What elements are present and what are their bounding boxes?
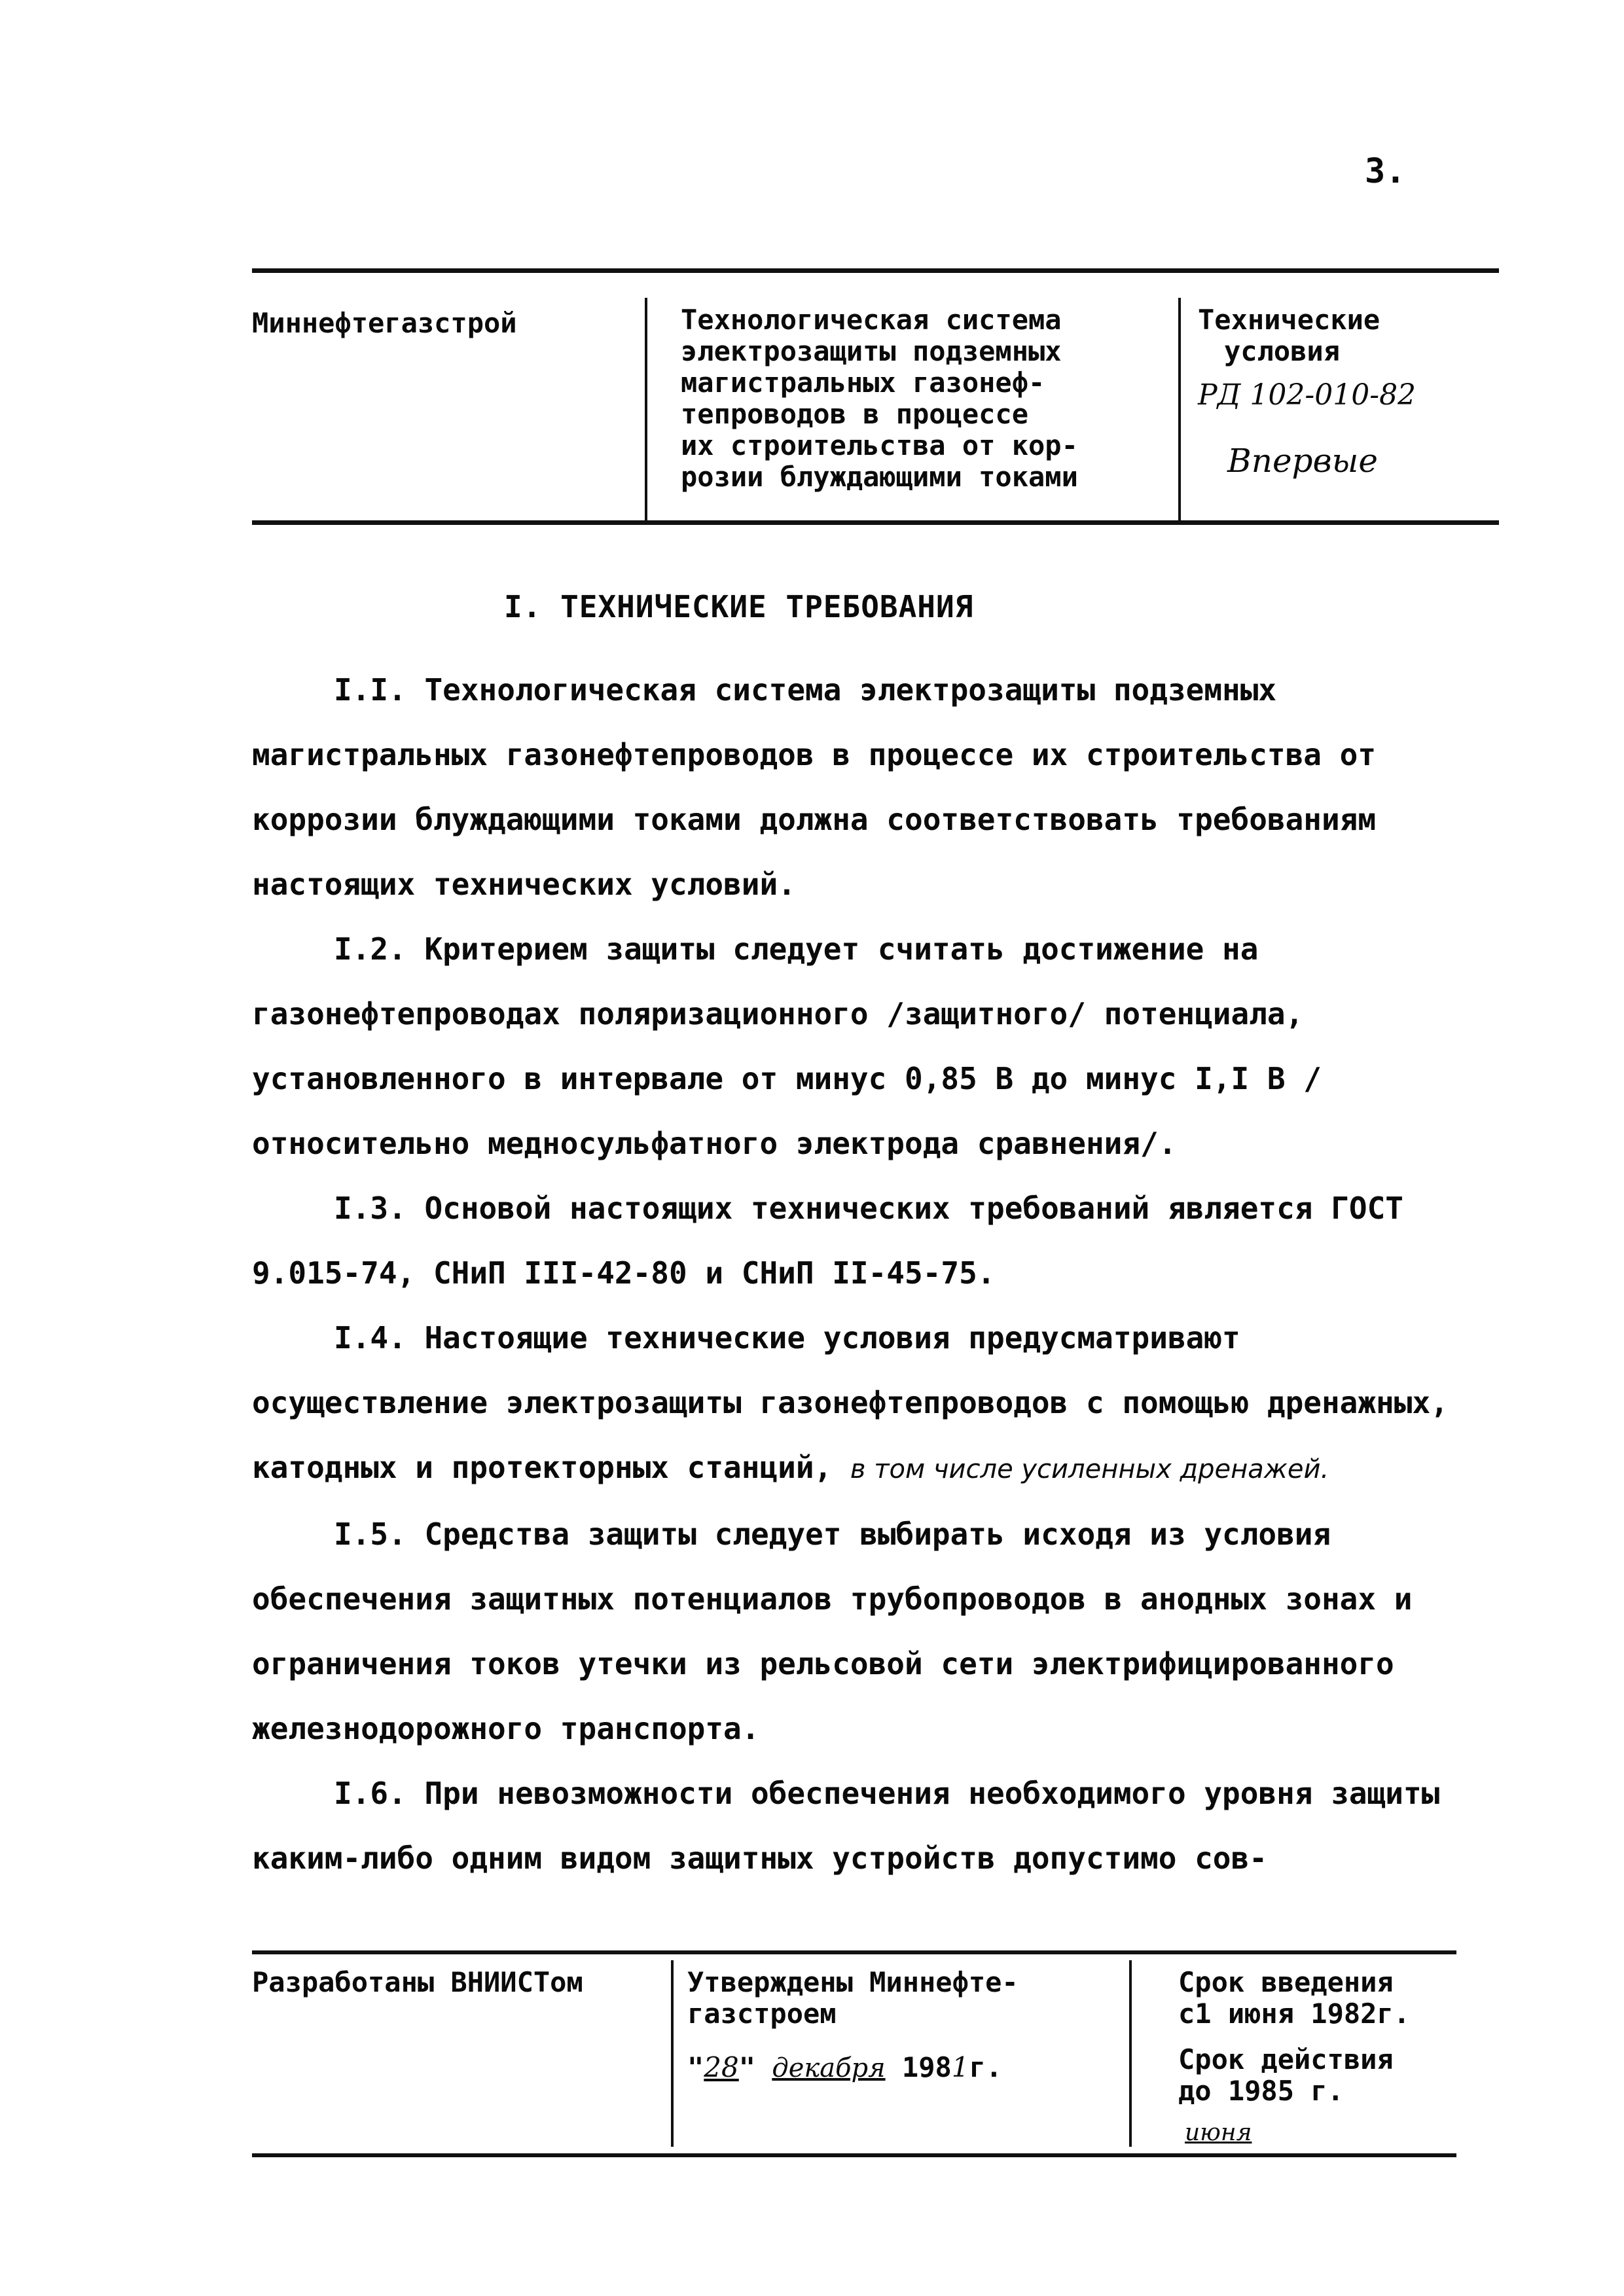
header-top-rule bbox=[252, 268, 1499, 273]
header-ministry: Миннефтегазстрой bbox=[252, 307, 517, 339]
paragraph-1-3: I.3. Основой настоящих технических требований является ГОСТ 9.015-74, СНиП III-42-80 и СНиП II-45-75. bbox=[252, 1191, 1403, 1291]
header-title-line: магистральных газонеф- bbox=[681, 367, 1045, 399]
approved-year-prefix: 198 bbox=[901, 2051, 952, 2083]
section-body bbox=[252, 658, 1483, 1891]
section-title: I. ТЕХНИЧЕСКИЕ ТРЕБОВАНИЯ bbox=[504, 589, 974, 624]
paragraph-1-6: I.6. При невозможности обеспечения необходимого уровня защиты каким-либо одним видом защитных устройств допустимо сов- bbox=[252, 1776, 1440, 1876]
header-doc-type bbox=[1198, 304, 1380, 367]
paragraph-1-4-typed: I.4. Настоящие технические условия предусматривают осуществление электрозащиты газонефтепроводов с помощью дренажных, катодных и протекторных станций, bbox=[252, 1320, 1449, 1485]
valid-handwritten: июня bbox=[1185, 2119, 1252, 2146]
approved-day-handwritten: 28 bbox=[704, 2051, 739, 2083]
header-bottom-rule bbox=[252, 520, 1499, 525]
approved-year-digit-handwritten: 1 bbox=[951, 2051, 969, 2083]
first-time-handwritten: Впервые bbox=[1227, 442, 1378, 480]
header-divider-2 bbox=[1178, 298, 1181, 520]
approved-date-quote: " bbox=[738, 2051, 756, 2083]
header-title-line: электрозащиты подземных bbox=[681, 335, 1062, 367]
header-title-line: Технологическая система bbox=[681, 304, 1062, 336]
doc-type-line: Технические bbox=[1198, 304, 1380, 336]
paragraph-1-2: I.2. Критерием защиты следует считать достижение на газонефтепроводах поляризационного /защитного/ потенциала, установленного в интервале от минус 0,85 В до минус I,I В /относительно медносульфатного электрода сравнения/. bbox=[252, 931, 1322, 1161]
footer-bottom-rule bbox=[252, 2153, 1456, 2157]
footer-intro bbox=[1178, 1967, 1410, 2107]
paragraph-1-4-handwritten: в том числе усиленных дренажей. bbox=[850, 1454, 1329, 1484]
approved-year-suffix: г. bbox=[969, 2051, 1003, 2083]
doc-type-line: условия bbox=[1224, 335, 1341, 367]
approved-date-quote: " bbox=[687, 2051, 704, 2083]
header-title-line: их строительства от кор- bbox=[681, 429, 1078, 461]
footer-approved-date bbox=[687, 2052, 1002, 2084]
footer-top-rule bbox=[252, 1950, 1456, 1954]
footer-approved bbox=[687, 1967, 1019, 2030]
paragraph-1-1: I.I. Технологическая система электрозащиты подземных магистральных газонефтепроводов в процессе их строительства от коррозии блуждающими токами должна соответствовать требованиям настоящих технических условий. bbox=[252, 672, 1377, 902]
approved-line: газстроем bbox=[687, 1998, 837, 2030]
doc-number-handwritten: РД 102-010-82 bbox=[1198, 378, 1416, 412]
footer-developed-by: Разработаны ВНИИСТом bbox=[252, 1966, 583, 1998]
approved-month-handwritten: декабря bbox=[772, 2053, 886, 2083]
valid-label: Срок действия bbox=[1178, 2043, 1394, 2075]
header-title bbox=[681, 304, 1078, 493]
paragraph-1-5: I.5. Средства защиты следует выбирать исходя из условия обеспечения защитных потенциалов трубопроводов в анодных зонах и ограничения токов утечки из рельсовой сети электрифицированного железнодорожного транспорта. bbox=[252, 1516, 1413, 1746]
header-title-line: тепроводов в процессе bbox=[681, 398, 1029, 430]
page-number: 3. bbox=[1365, 152, 1406, 191]
header-title-line: розии блуждающими токами bbox=[681, 461, 1078, 493]
approved-line: Утверждены Миннефте- bbox=[687, 1966, 1019, 1998]
intro-label: Срок введения bbox=[1178, 1966, 1394, 1998]
paragraph-1-4 bbox=[252, 1306, 1483, 1502]
footer-divider-2 bbox=[1129, 1960, 1132, 2147]
footer-divider-1 bbox=[671, 1960, 674, 2147]
valid-date: до 1985 г. bbox=[1178, 2075, 1344, 2107]
header-divider-1 bbox=[645, 298, 647, 520]
intro-date: с1 июня 1982г. bbox=[1178, 1998, 1411, 2030]
